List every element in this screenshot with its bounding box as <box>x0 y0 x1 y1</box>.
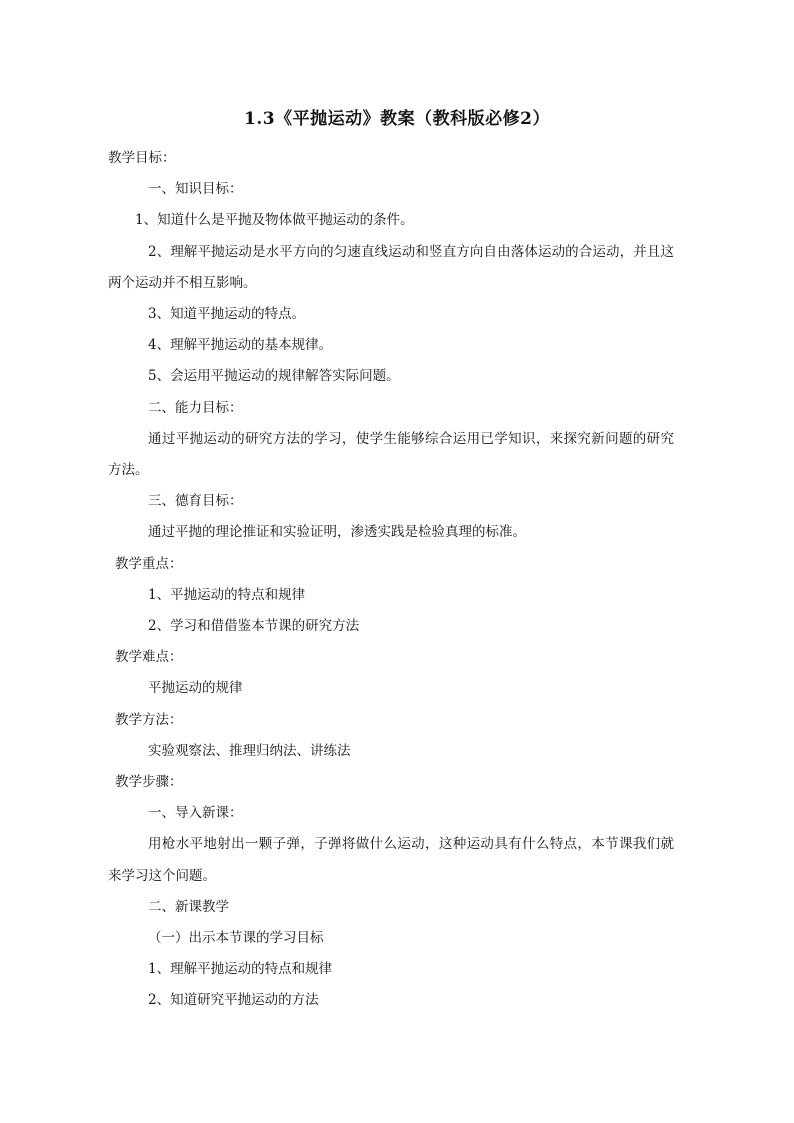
ability-text: 通过平抛运动的研究方法的学习，使学生能够综合运用已学知识，来探究新问题的研究方法。 <box>108 430 674 479</box>
method-text: 实验观察法、推理归纳法、讲练法 <box>148 742 351 759</box>
moral-text: 通过平抛的理论推证和实验证明，渗透实践是检验真理的标准。 <box>148 524 526 541</box>
knowledge-item: 3、知道平抛运动的特点。 <box>148 306 306 323</box>
intro-heading: 一、导入新课： <box>148 805 243 822</box>
goal-heading: （一）出示本节课的学习目标 <box>148 930 324 947</box>
difficulty-heading: 教学难点： <box>115 649 183 666</box>
new-lesson-heading: 二、新课教学 <box>148 898 229 915</box>
goal-item: 2、知道研究平抛运动的方法 <box>148 992 319 1009</box>
ability-heading: 二、能力目标： <box>148 399 243 416</box>
objectives-heading: 教学目标： <box>108 150 176 166</box>
key-point-item: 1、平抛运动的特点和规律 <box>148 586 306 603</box>
method-heading: 教学方法： <box>115 711 183 728</box>
document-title: 1.3《平抛运动》教案（教科版必修2） <box>244 109 550 129</box>
knowledge-item: 4、理解平抛运动的基本规律。 <box>148 337 333 354</box>
key-points-heading: 教学重点： <box>115 555 183 572</box>
intro-text: 用枪水平地射出一颗子弹，子弹将做什么运动，这种运动具有什么特点，本节课我们就来学习这个问题。 <box>108 836 674 884</box>
knowledge-item: 5、会运用平抛运动的规律解答实际问题。 <box>148 368 400 385</box>
moral-heading: 三、德育目标： <box>148 493 243 510</box>
knowledge-heading: 一、知识目标： <box>148 181 243 198</box>
steps-heading: 教学步骤： <box>115 774 183 791</box>
document-body <box>108 143 674 1017</box>
key-point-item: 2、学习和借借鉴本节课的研究方法 <box>148 618 360 635</box>
knowledge-item: 1、知道什么是平抛及物体做平抛运动的条件。 <box>135 212 414 229</box>
goal-item: 1、理解平抛运动的特点和规律 <box>148 961 333 978</box>
knowledge-item: 2、理解平抛运动是水平方向的匀速直线运动和竖直方向自由落体运动的合运动，并且这两个运动并不相互影响。 <box>108 243 674 291</box>
difficulty-text: 平抛运动的规律 <box>148 680 243 697</box>
